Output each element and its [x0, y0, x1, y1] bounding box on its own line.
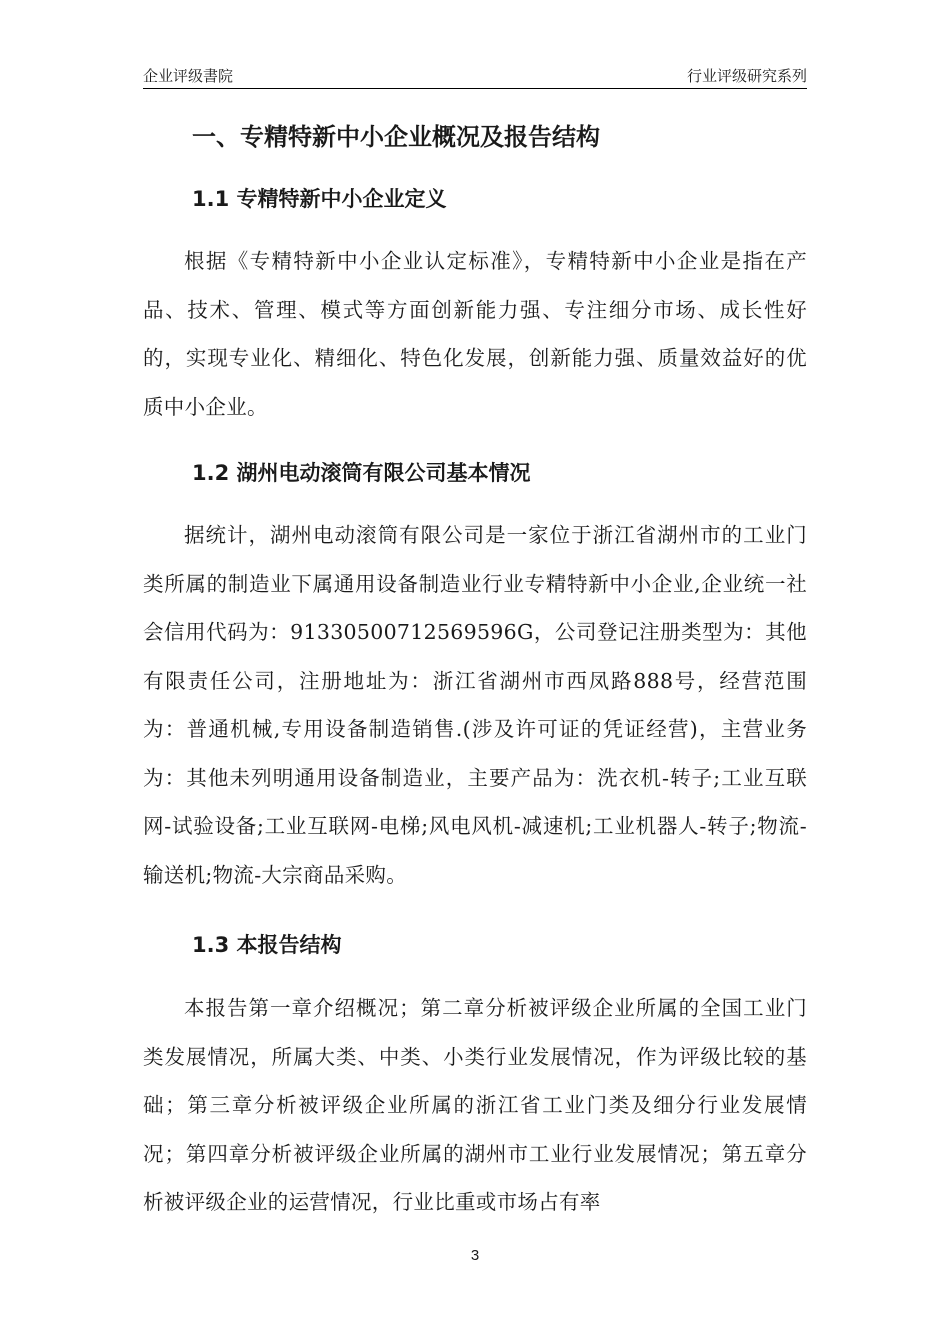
header-divider: [143, 88, 807, 89]
section-heading-1-2: 1.2 湖州电动滚筒有限公司基本情况: [192, 461, 531, 485]
section-heading-1-3: 1.3 本报告结构: [192, 933, 342, 957]
section-body-1-3: 本报告第一章介绍概况；第二章分析被评级企业所属的全国工业门类发展情况，所属大类、中类、小类行业发展情况，作为评级比较的基础；第三章分析被评级企业所属的浙江省工业门类及细分行业发展情况；第四章分析被评级企业所属的湖州市工业行业发展情况；第五章分析被评级企业的运营情况，行业比重或市场占有率: [143, 996, 807, 1214]
chapter-title: 一、专精特新中小企业概况及报告结构: [192, 123, 600, 151]
section-heading-1-1: 1.1 专精特新中小企业定义: [192, 187, 447, 211]
page-number: 3: [470, 1247, 480, 1264]
section-body-1-1: 根据《专精特新中小企业认定标准》，专精特新中小企业是指在产品、技术、管理、模式等方面创新能力强、专注细分市场、成长性好的，实现专业化、精细化、特色化发展，创新能力强、质量效益好的优质中小企业。: [143, 249, 807, 419]
section-body-1-2: 据统计，湖州电动滚筒有限公司是一家位于浙江省湖州市的工业门类所属的制造业下属通用设备制造业行业专精特新中小企业,企业统一社会信用代码为：91330500712569596G，公司登记注册类型为：其他有限责任公司，注册地址为：浙江省湖州市西凤路888号，经营范围为：普通机械,专用设备制造销售.(涉及许可证的凭证经营)，主营业务为：其他未列明通用设备制造业，主要产品为：洗衣机-转子;工业互联网-试验设备;工业互联网-电梯;风电风机-减速机;工业机器人-转子;物流-输送机;物流-大宗商品采购。: [143, 523, 807, 887]
page-header: [143, 66, 807, 90]
header-left-text: 企业评级書院: [143, 67, 234, 85]
header-right-text: 行业评级研究系列: [686, 67, 807, 85]
